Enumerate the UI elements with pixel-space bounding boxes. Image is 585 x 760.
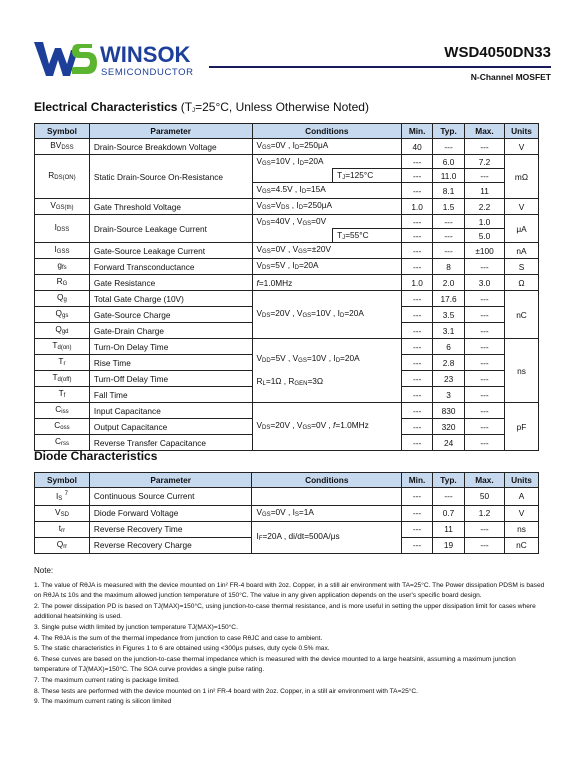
condition-cell: $V_{GS}=0V$ , $I_S=1A$ (252, 505, 402, 521)
table-row (35, 403, 539, 419)
note-item: 2. The power dissipation PD is based on TJ(MAX)=150°C, using junction-to-case thermal resistance, and is more useful in setting the upper dissipation limit for cases where additional heatsinking is used. (34, 602, 536, 621)
max-cell: 1.0 (465, 215, 505, 229)
col-max: Max. (465, 124, 505, 139)
typ-cell: 19 (433, 537, 465, 553)
max-cell: --- (465, 259, 505, 275)
col-symbol: Symbol (35, 124, 90, 139)
table-header (35, 124, 539, 139)
table-row (35, 139, 539, 155)
symbol-cell: $g_{fs}$ (35, 259, 90, 275)
parameter-cell: Turn-On Delay Time (89, 339, 252, 355)
max-cell: --- (465, 355, 505, 371)
min-cell: --- (402, 339, 433, 355)
max-cell: 2.2 (465, 199, 505, 215)
condition-cell: $V_{DS}=40V$ , $V_{GS}=0V$ $T_J=55^\circ C$ (252, 215, 402, 243)
max-cell: --- (465, 339, 505, 355)
min-cell: --- (402, 521, 433, 537)
min-cell: --- (402, 537, 433, 553)
typ-cell: 8 (433, 259, 465, 275)
unit-cell: V (504, 139, 538, 155)
typ-cell: 3 (433, 387, 465, 403)
condition-cell: $V_{GS}=0V$ , $I_D=250\mu A$ (252, 139, 402, 155)
col-conditions: Conditions (252, 124, 402, 139)
unit-cell: ns (504, 521, 538, 537)
min-cell: --- (402, 215, 433, 229)
table-row (35, 339, 539, 355)
typ-cell: 2.0 (433, 275, 465, 291)
table-row (35, 488, 539, 506)
symbol-cell: $T_f$ (35, 387, 90, 403)
condition-cell: $V_{GS}=10V$ , $I_D=20A$ $T_J=125^\circ C$ (252, 155, 402, 183)
condition-cell: $V_{DD}=5V$ , $V_{GS}=10V$ , $I_D=20A$ $R_L=1\Omega$ , $R_{GEN}=3\Omega$ (252, 339, 402, 403)
typ-cell: 11.0 (433, 169, 465, 183)
table-row (35, 521, 539, 537)
condition-cell: $V_{GS}=0V$ , $V_{GS}=\pm 20V$ (252, 243, 402, 259)
symbol-cell: $R_G$ (35, 275, 90, 291)
table-row (35, 155, 539, 169)
electrical-title-cond: ($T_J=25^\circ C$, Unless Otherwise Noted) (180, 100, 369, 114)
unit-cell: Ω (504, 275, 538, 291)
header-rule (209, 66, 551, 68)
condition-cell: $I_F=20A$ , di/dt=500A/μs (252, 521, 402, 553)
col-typ: Typ. (433, 473, 465, 488)
diode-title: Diode Characteristics (34, 449, 158, 463)
max-cell: --- (465, 169, 505, 183)
parameter-cell: Total Gate Charge (10V) (89, 291, 252, 307)
max-cell: --- (465, 435, 505, 451)
typ-cell: 1.5 (433, 199, 465, 215)
typ-cell: 830 (433, 403, 465, 419)
min-cell: --- (402, 259, 433, 275)
typ-cell: --- (433, 139, 465, 155)
unit-cell: V (504, 505, 538, 521)
symbol-cell: $V_{GS(th)}$ (35, 199, 90, 215)
symbol-cell: $T_{d(on)}$ (35, 339, 90, 355)
parameter-cell: Gate Threshold Voltage (89, 199, 252, 215)
table-row (35, 215, 539, 229)
col-units: Units (504, 124, 538, 139)
max-cell: --- (465, 403, 505, 419)
condition-cell: $V_{GS}=4.5V$ , $I_D=15A$ (252, 183, 402, 199)
min-cell: --- (402, 169, 433, 183)
col-symbol: Symbol (35, 473, 90, 488)
min-cell: --- (402, 435, 433, 451)
max-cell: 50 (465, 488, 505, 506)
symbol-cell: $I_S$ $^7$ (35, 488, 90, 506)
device-type: N-Channel MOSFET (470, 72, 551, 82)
typ-cell: 0.7 (433, 505, 465, 521)
typ-cell: --- (433, 215, 465, 229)
max-cell: --- (465, 537, 505, 553)
symbol-cell: $Q_{gd}$ (35, 323, 90, 339)
min-cell: --- (402, 183, 433, 199)
col-min: Min. (402, 124, 433, 139)
min-cell: --- (402, 403, 433, 419)
brand-name: WINSOK (100, 42, 191, 67)
max-cell: --- (465, 307, 505, 323)
unit-cell: V (504, 199, 538, 215)
symbol-cell: $I_{GSS}$ (35, 243, 90, 259)
parameter-cell: Gate-Drain Charge (89, 323, 252, 339)
symbol-cell: $Q_{rr}$ (35, 537, 90, 553)
col-min: Min. (402, 473, 433, 488)
typ-cell: --- (433, 488, 465, 506)
symbol-cell: $C_{oss}$ (35, 419, 90, 435)
unit-cell: nA (504, 243, 538, 259)
min-cell: --- (402, 371, 433, 387)
min-cell: 40 (402, 139, 433, 155)
table-row (35, 259, 539, 275)
symbol-cell: $BV_{DSS}$ (35, 139, 90, 155)
note-item: 9. The maximum current rating is silicon limited (34, 698, 172, 706)
max-cell: --- (465, 521, 505, 537)
col-units: Units (504, 473, 538, 488)
electrical-title-text: Electrical Characteristics (34, 100, 178, 114)
winsok-logo (34, 38, 214, 78)
parameter-cell: Rise Time (89, 355, 252, 371)
min-cell: --- (402, 355, 433, 371)
max-cell: --- (465, 323, 505, 339)
typ-cell: 6 (433, 339, 465, 355)
typ-cell: 17.6 (433, 291, 465, 307)
condition-cell: f=1.0MHz (252, 275, 402, 291)
note-item: 7. The maximum current rating is package limited. (34, 676, 180, 684)
min-cell: --- (402, 488, 433, 506)
col-conditions: Conditions (252, 473, 402, 488)
col-typ: Typ. (433, 124, 465, 139)
table-row (35, 291, 539, 307)
min-cell: 1.0 (402, 275, 433, 291)
condition-cell: $V_{DS}=20V$ , $V_{GS}=0V$ , f=1.0MHz (252, 403, 402, 451)
condition-cell: $V_{DS}=5V$ , $I_D=20A$ (252, 259, 402, 275)
parameter-cell: Gate-Source Leakage Current (89, 243, 252, 259)
min-cell: --- (402, 323, 433, 339)
parameter-cell: Input Capacitance (89, 403, 252, 419)
electrical-title (34, 100, 369, 114)
symbol-cell: $t_{rr}$ (35, 521, 90, 537)
col-parameter: Parameter (89, 473, 252, 488)
min-cell: --- (402, 229, 433, 243)
table-header (35, 473, 539, 488)
parameter-cell: Gate-Source Charge (89, 307, 252, 323)
parameter-cell: Reverse Transfer Capacitance (89, 435, 252, 451)
brand-tagline: SEMICONDUCTOR (101, 67, 194, 78)
typ-cell: --- (433, 229, 465, 243)
col-max: Max. (465, 473, 505, 488)
max-cell: 11 (465, 183, 505, 199)
min-cell: 1.0 (402, 199, 433, 215)
min-cell: --- (402, 505, 433, 521)
max-cell: --- (465, 291, 505, 307)
unit-cell: μA (504, 215, 538, 243)
parameter-cell: Output Capacitance (89, 419, 252, 435)
max-cell: ±100 (465, 243, 505, 259)
min-cell: --- (402, 419, 433, 435)
symbol-cell: $R_{DS(ON)}$ (35, 155, 90, 199)
part-number: WSD4050DN33 (444, 44, 551, 61)
note-item: 1. The value of RθJA is measured with the device mounted on 1in² FR-4 board with 2oz. Copper, in a still air environment with TA=25°C. The Power dissipation PDSM is based on RθJA t≤ 10s and the maximum allowed junction temperature of 150°C. The value in any given application depends on the user's specific board design. (34, 581, 545, 600)
min-cell: --- (402, 387, 433, 403)
parameter-cell: Continuous Source Current (89, 488, 252, 506)
max-cell: 1.2 (465, 505, 505, 521)
parameter-cell: Turn-Off Delay Time (89, 371, 252, 387)
typ-cell: 24 (433, 435, 465, 451)
condition-cell (252, 488, 402, 506)
unit-cell: nC (504, 537, 538, 553)
min-cell: --- (402, 243, 433, 259)
max-cell: 7.2 (465, 155, 505, 169)
diode-table (34, 472, 539, 554)
table-row (35, 243, 539, 259)
max-cell: --- (465, 139, 505, 155)
note-item: 8. These tests are performed with the device mounted on 1 in² FR-4 board with 2oz. Copper, in a still air environment with TA=25°C. (34, 687, 418, 695)
symbol-cell: $T_{d(off)}$ (35, 371, 90, 387)
electrical-table (34, 123, 539, 451)
table-row (35, 199, 539, 215)
unit-cell: ns (504, 339, 538, 403)
unit-cell: mΩ (504, 155, 538, 199)
parameter-cell: Diode Forward Voltage (89, 505, 252, 521)
typ-cell: 11 (433, 521, 465, 537)
parameter-cell: Drain-Source Breakdown Voltage (89, 139, 252, 155)
note-item: 5. The static characteristics in Figures 1 to 6 are obtained using <300μs pulses, duty cycle 0.5% max. (34, 645, 330, 653)
min-cell: --- (402, 307, 433, 323)
max-cell: --- (465, 419, 505, 435)
typ-cell: 23 (433, 371, 465, 387)
max-cell: 5.0 (465, 229, 505, 243)
parameter-cell: Reverse Recovery Time (89, 521, 252, 537)
max-cell: --- (465, 387, 505, 403)
symbol-cell: $T_r$ (35, 355, 90, 371)
note-item: 6. These curves are based on the junction-to-case thermal impedance which is measured with the device mounted to a large heatsink, assuming a maximum junction temperature of TJ(MAX)=150°C. The SOA curve provides a single pulse rating. (34, 655, 516, 674)
typ-cell: 320 (433, 419, 465, 435)
unit-cell: pF (504, 403, 538, 451)
note-item: 4. The RθJA is the sum of the thermal impedance from junction to case RθJC and case to ambient. (34, 634, 323, 642)
symbol-cell: $V_{SD}$ (35, 505, 90, 521)
symbol-cell: $C_{iss}$ (35, 403, 90, 419)
table-row (35, 275, 539, 291)
typ-cell: 2.8 (433, 355, 465, 371)
condition-cell: $V_{DS}=20V$ , $V_{GS}=10V$ , $I_D=20A$ (252, 291, 402, 339)
table-row (35, 505, 539, 521)
parameter-cell: Static Drain-Source On-Resistance (89, 155, 252, 199)
condition-cell: $V_{GS}=V_{DS}$ , $I_D=250\mu A$ (252, 199, 402, 215)
notes-section (34, 566, 549, 708)
typ-cell: --- (433, 243, 465, 259)
symbol-cell: $I_{DSS}$ (35, 215, 90, 243)
note-item: 3. Single pulse width limited by junction temperature TJ(MAX)=150°C. (34, 623, 238, 631)
unit-cell: S (504, 259, 538, 275)
min-cell: --- (402, 155, 433, 169)
typ-cell: 3.5 (433, 307, 465, 323)
parameter-cell: Gate Resistance (89, 275, 252, 291)
col-parameter: Parameter (89, 124, 252, 139)
notes-title: Note: (34, 566, 54, 575)
min-cell: --- (402, 291, 433, 307)
parameter-cell: Fall Time (89, 387, 252, 403)
unit-cell: A (504, 488, 538, 506)
symbol-cell: $C_{rss}$ (35, 435, 90, 451)
unit-cell: nC (504, 291, 538, 339)
typ-cell: 6.0 (433, 155, 465, 169)
symbol-cell: $Q_{gs}$ (35, 307, 90, 323)
parameter-cell: Reverse Recovery Charge (89, 537, 252, 553)
typ-cell: 8.1 (433, 183, 465, 199)
parameter-cell: Drain-Source Leakage Current (89, 215, 252, 243)
symbol-cell: $Q_g$ (35, 291, 90, 307)
max-cell: --- (465, 371, 505, 387)
parameter-cell: Forward Transconductance (89, 259, 252, 275)
typ-cell: 3.1 (433, 323, 465, 339)
max-cell: 3.0 (465, 275, 505, 291)
